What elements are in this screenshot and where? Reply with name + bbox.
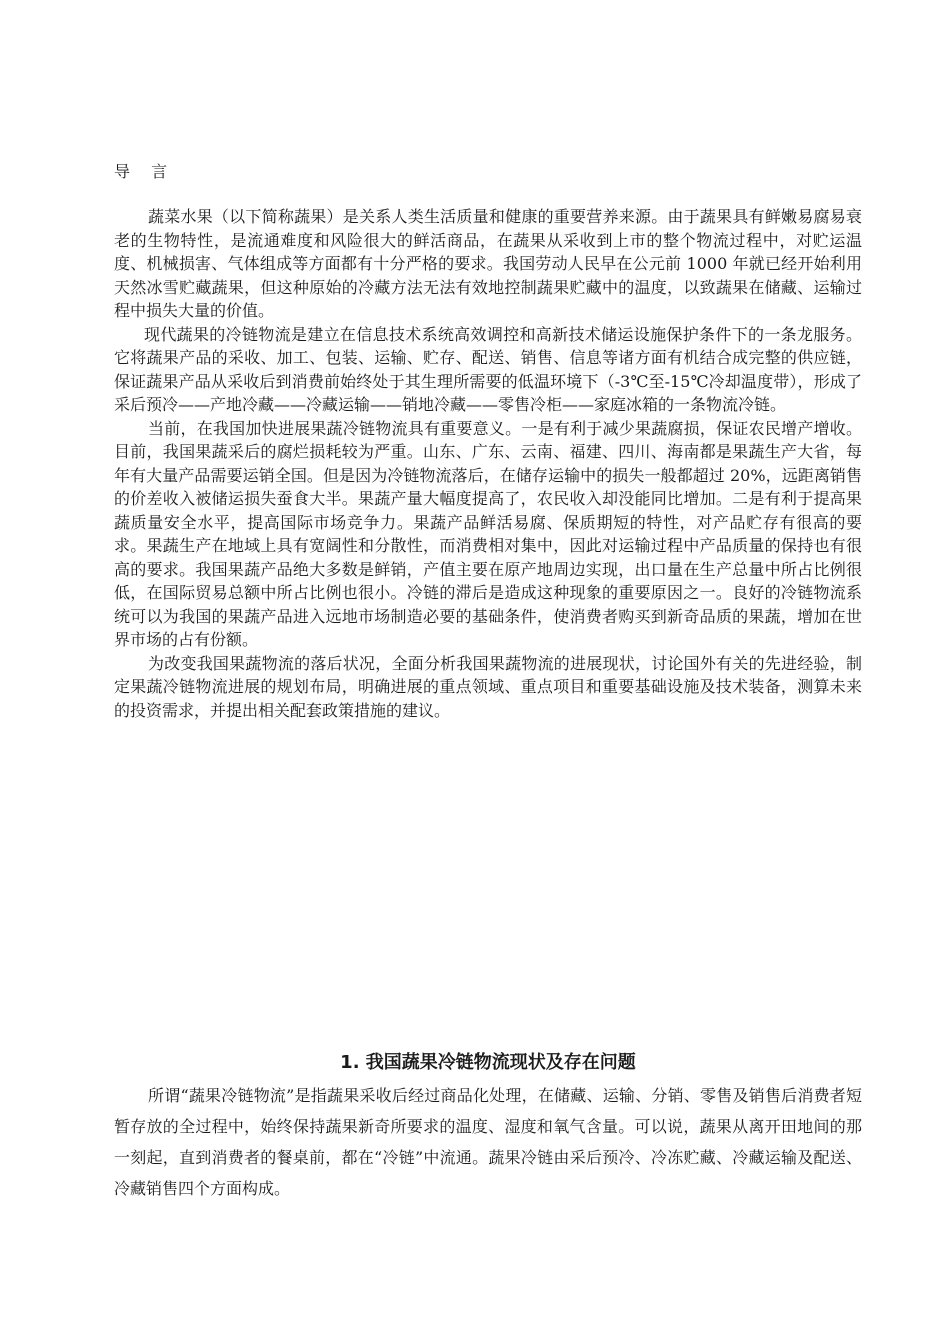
- intro-paragraph-2: 现代蔬果的冷链物流是建立在信息技术系统高效调控和高新技术储运设施保护条件下的一条龙服务。它将蔬果产品的采收、加工、包装、运输、贮存、配送、销售、信息等诸方面有机结合成完整的供应链，保证蔬果产品从采收后到消费前始终处于其生理所需要的低温环境下（-3℃至-15℃冷却温度带），形成了采后预冷——产地冷藏——冷藏运输——销地冷藏——零售冷柜——家庭冰箱的一条物流冷链。: [114, 324, 862, 414]
- intro-paragraph-4: 为改变我国果蔬物流的落后状况，全面分析我国果蔬物流的进展现状，讨论国外有关的先进经验，制定果蔬冷链物流进展的规划布局，明确进展的重点领域、重点项目和重要基础设施及技术装备，测算未来的投资需求，并提出相关配套政策措施的建议。: [114, 653, 862, 720]
- intro-paragraph-1: 蔬菜水果（以下简称蔬果）是关系人类生活质量和健康的重要营养来源。由于蔬果具有鲜嫩易腐易衰老的生物特性，是流通难度和风险很大的鲜活商品，在蔬果从采收到上市的整个物流过程中，对贮运温度、机械损害、气体组成等方面都有十分严格的要求。我国劳动人民早在公元前 1000 年就已经开始利用天然冰雪贮藏蔬果，但这种原始的冷藏方法无法有效地控制蔬果贮藏中的温度，以致蔬果在储藏、运输过程中损失大量的价值。: [114, 207, 862, 320]
- section-body: [114, 1080, 862, 1204]
- intro-paragraph-3: 当前，在我国加快进展果蔬冷链物流具有重要意义。一是有利于减少果蔬腐损，保证农民增产增收。目前，我国果蔬采后的腐烂损耗较为严重。山东、广东、云南、福建、四川、海南都是果蔬生产大省，每年有大量产品需要运销全国。但是因为冷链物流落后，在储存运输中的损失一般都超过 20%，远距离销售的价差收入被储运损失蚕食大半。果蔬产量大幅度提高了，农民收入却没能同比增加。二是有利于提高果蔬质量安全水平，提高国际市场竞争力。果蔬产品鲜活易腐、保质期短的特性，对产品贮存有很高的要求。果蔬生产在地域上具有宽阔性和分散性，而消费相对集中，因此对运输过程中产品质量的保持也有很高的要求。我国果蔬产品绝大多数是鲜销，产值主要在原产地周边实现，出口量在生产总量中所占比例很低，在国际贸易总额中所占比例也很小。冷链的滞后是造成这种现象的重要原因之一。良好的冷链物流系统可以为我国的果蔬产品进入远地市场制造必要的基础条件，使消费者购买到新奇品质的果蔬，增加在世界市场的占有份额。: [114, 418, 862, 649]
- intro-body: [114, 205, 862, 722]
- intro-heading: 导 言: [114, 162, 176, 181]
- section-title: 1. 我国蔬果冷链物流现状及存在问题: [340, 1052, 636, 1073]
- section-paragraph: 所谓“蔬果冷链物流”是指蔬果采收后经过商品化处理，在储藏、运输、分销、零售及销售后消费者短暂存放的全过程中，始终保持蔬果新奇所要求的温度、湿度和氧气含量。可以说，蔬果从离开田地间的那一刻起，直到消费者的餐桌前，都在“冷链”中流通。蔬果冷链由采后预冷、冷冻贮藏、冷藏运输及配送、冷藏销售四个方面构成。: [114, 1086, 862, 1198]
